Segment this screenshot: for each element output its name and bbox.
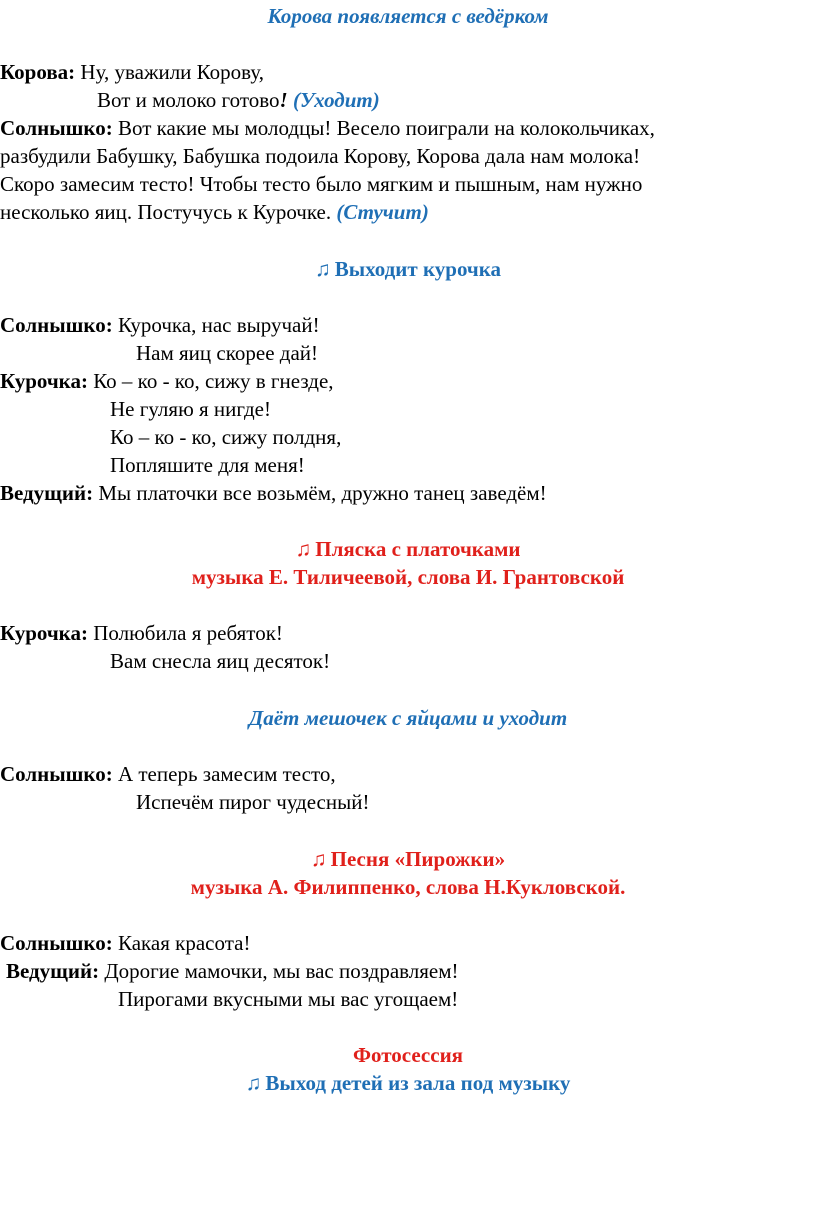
line-cow-2 — [97, 86, 380, 114]
line-text: Ко – ко - ко, сижу в гнезде, — [87, 369, 334, 393]
dance-title-text: Пляска с платочками — [315, 537, 521, 561]
line-sun-6: Нам яиц скорее дай! — [136, 341, 318, 365]
music-note-icon: ♫ — [314, 257, 331, 281]
music-note-icon: ♫ — [295, 537, 312, 561]
line-text: Мы платочки все возьмём, дружно танец заведём! — [93, 481, 547, 505]
music-cue-text: Выходит курочка — [334, 257, 502, 281]
line-text: Полюбила я ребяток! — [87, 621, 283, 645]
line-sun-5 — [0, 311, 320, 339]
dance-title — [0, 535, 816, 563]
line-cow-1 — [0, 58, 264, 86]
line-text: Ну, уважили Корову, — [75, 60, 264, 84]
line-hen-3: Ко – ко - ко, сижу полдня, — [110, 425, 342, 449]
line-hen-4: Попляшите для меня! — [110, 453, 305, 477]
line-host-1 — [0, 479, 547, 507]
line-sun-2: разбудили Бабушку, Бабушка подоила Корову, Корова дала нам молока! — [0, 144, 641, 168]
exit-cue-text: Выход детей из зала под музыку — [265, 1071, 571, 1095]
speaker-label: Солнышко: — [0, 313, 113, 337]
line-hen-2: Не гуляю я нигде! — [110, 397, 271, 421]
photo-session: Фотосессия — [352, 1043, 464, 1067]
stage-direction-cow-enters: Корова появляется с ведёрком — [267, 4, 549, 28]
music-cue-hen-enters — [0, 255, 816, 283]
line-text: Какая красота! — [112, 931, 251, 955]
music-note-icon: ♫ — [310, 847, 327, 871]
line-exclamation: ! — [279, 88, 288, 112]
line-sun-3: Скоро замесим тесто! Чтобы тесто было мягким и пышным, нам нужно — [0, 172, 643, 196]
speaker-label: Солнышко: — [0, 762, 113, 786]
line-sun-8: Испечём пирог чудесный! — [136, 790, 370, 814]
line-text: несколько яиц. Постучусь к Курочке. — [0, 200, 337, 224]
line-host-2 — [6, 957, 459, 985]
exit-cue — [0, 1069, 816, 1097]
speaker-label: Курочка: — [0, 369, 88, 393]
stage-direction-knocks: (Стучит) — [336, 200, 429, 224]
speaker-label: Курочка: — [0, 621, 88, 645]
stage-direction-bag: Даёт мешочек с яйцами и уходит — [248, 706, 568, 730]
line-text: Вот и молоко готово — [97, 88, 280, 112]
line-text: Дорогие мамочки, мы вас поздравляем! — [99, 959, 459, 983]
stage-direction-exits: (Уходит) — [287, 88, 380, 112]
speaker-label: Корова: — [0, 60, 76, 84]
song-title-text: Песня «Пирожки» — [330, 847, 506, 871]
line-text: Курочка, нас выручай! — [112, 313, 320, 337]
song-title — [0, 845, 816, 873]
line-sun-7 — [0, 760, 336, 788]
line-text: Вот какие мы молодцы! Весело поиграли на колокольчиках, — [112, 116, 655, 140]
line-hen-1 — [0, 367, 334, 395]
line-hen-6: Вам снесла яиц десяток! — [110, 649, 331, 673]
line-host-3: Пирогами вкусными мы вас угощаем! — [118, 987, 459, 1011]
line-hen-5 — [0, 619, 283, 647]
speaker-label: Ведущий: — [6, 959, 100, 983]
speaker-label: Солнышко: — [0, 116, 113, 140]
line-sun-4 — [0, 198, 429, 226]
line-sun-1 — [0, 114, 655, 142]
music-note-icon: ♫ — [245, 1071, 262, 1095]
song-credit: музыка А. Филиппенко, слова Н.Кукловской. — [190, 875, 626, 899]
dance-credit: музыка Е. Тиличеевой, слова И. Грантовской — [191, 565, 625, 589]
speaker-label: Солнышко: — [0, 931, 113, 955]
line-text: А теперь замесим тесто, — [112, 762, 336, 786]
line-sun-9 — [0, 929, 250, 957]
speaker-label: Ведущий: — [0, 481, 94, 505]
